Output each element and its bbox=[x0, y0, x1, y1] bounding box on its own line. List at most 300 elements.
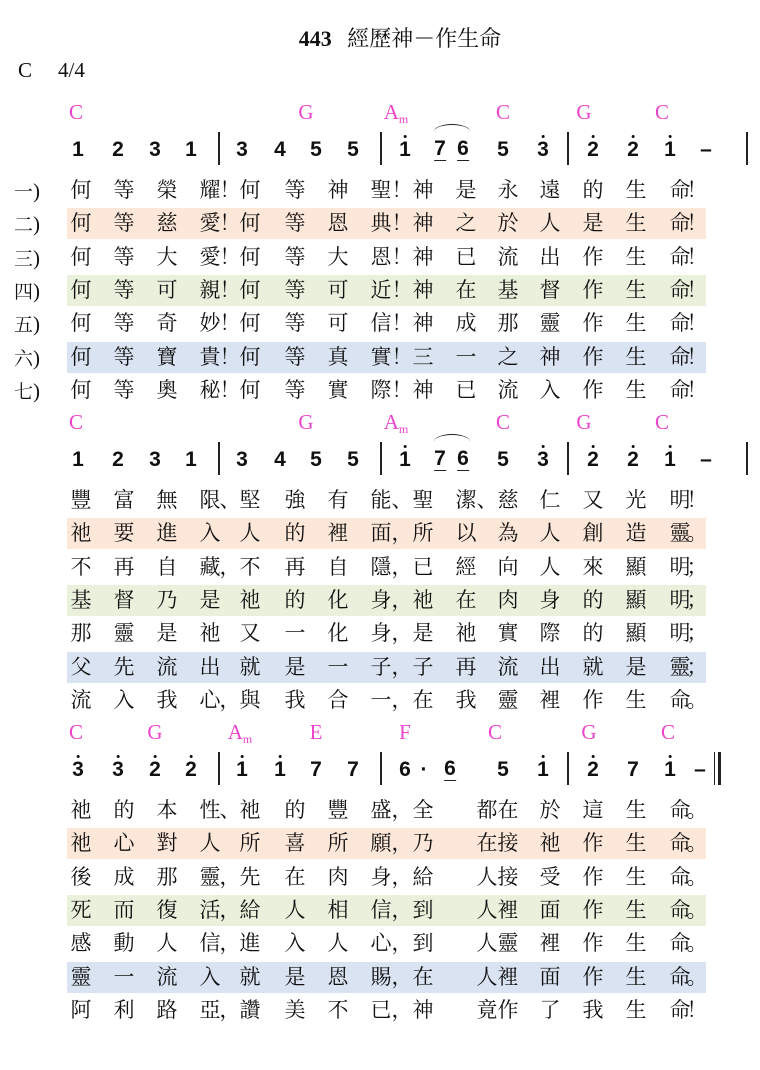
lyric-char: 在 bbox=[455, 587, 477, 612]
lyric-char: 強 bbox=[284, 488, 306, 512]
notation-row bbox=[0, 132, 760, 168]
lyric-char: 生 bbox=[625, 178, 647, 202]
lyric-char: 造 bbox=[625, 521, 647, 546]
lyric-line bbox=[0, 485, 760, 516]
lyric-char: 能 bbox=[370, 488, 392, 512]
lyric-char: 神 bbox=[412, 211, 434, 236]
lyric-char: ！ bbox=[219, 311, 241, 336]
lyric-char: 無 bbox=[156, 488, 178, 512]
lyric-char: 我 bbox=[284, 687, 306, 712]
lyric-char: 全 bbox=[412, 798, 434, 822]
lyric-char: 身 bbox=[539, 587, 561, 612]
lyric-char: 的 bbox=[582, 178, 604, 202]
lyric-char: ， bbox=[391, 798, 413, 822]
lyric-char: ！ bbox=[391, 244, 413, 269]
lyric-char: ， bbox=[219, 554, 241, 579]
lyric-char: 作 bbox=[582, 377, 604, 402]
lyric-char: 再 bbox=[113, 554, 135, 579]
lyric-char: ！ bbox=[686, 344, 708, 369]
lyric-char: 等 bbox=[113, 211, 135, 236]
lyric-char: 的 bbox=[582, 621, 604, 646]
lyric-char: 的 bbox=[582, 587, 604, 612]
lyric-char: 基 bbox=[70, 587, 92, 612]
lyric-char: 祂 bbox=[412, 587, 434, 612]
lyric-char: 聖 bbox=[370, 178, 392, 202]
lyric-char: 生 bbox=[625, 311, 647, 336]
lyric-char: 流 bbox=[156, 654, 178, 679]
lyric-char: 神 bbox=[412, 244, 434, 269]
lyric-line bbox=[0, 552, 760, 583]
lyric-char: 等 bbox=[284, 211, 306, 236]
lyric-char: 可 bbox=[327, 277, 349, 302]
lyric-line bbox=[0, 995, 760, 1026]
lyric-char: 又 bbox=[239, 621, 261, 646]
chord-symbol: C bbox=[495, 410, 511, 434]
lyric-char: 大 bbox=[327, 244, 349, 269]
lyric-char: 動 bbox=[113, 931, 135, 956]
lyric-char: 生 bbox=[625, 277, 647, 302]
lyric-char: 作 bbox=[497, 997, 519, 1022]
note: 6 bbox=[457, 447, 469, 470]
lyric-char: 為 bbox=[497, 521, 519, 546]
lyric-char: 經 bbox=[455, 554, 477, 579]
lyric-char: 命 bbox=[669, 178, 691, 202]
lyric-char: 等 bbox=[284, 311, 306, 336]
lyric-char: 命 bbox=[669, 311, 691, 336]
note: 3 bbox=[236, 138, 248, 161]
note: 2 bbox=[587, 758, 599, 781]
lyric-char: ， bbox=[219, 687, 241, 712]
lyric-char: 是 bbox=[284, 654, 306, 679]
lyric-char: 身 bbox=[370, 587, 392, 612]
note: 5 bbox=[497, 758, 509, 781]
lyric-char: 何 bbox=[239, 277, 261, 302]
lyric-char: 命 bbox=[669, 997, 691, 1022]
lyric-char: 在 bbox=[497, 798, 519, 822]
lyric-char: 。 bbox=[686, 964, 708, 989]
lyric-char: 就 bbox=[582, 654, 604, 679]
hymn-number: 443 bbox=[298, 26, 332, 51]
lyric-char: 我 bbox=[455, 687, 477, 712]
lyric-char: 作 bbox=[582, 831, 604, 856]
lyric-char: 愛 bbox=[199, 244, 221, 269]
lyric-char: 祂 bbox=[455, 621, 477, 646]
lyric-line bbox=[0, 585, 760, 616]
lyric-char: 作 bbox=[582, 344, 604, 369]
lyric-char: 靈 bbox=[669, 521, 691, 546]
lyric-char: 肉 bbox=[327, 864, 349, 889]
lyric-char: 作 bbox=[582, 964, 604, 989]
note: 5 bbox=[310, 448, 322, 471]
lyric-char: 不 bbox=[327, 997, 349, 1022]
lyric-char: 堅 bbox=[239, 488, 261, 512]
lyric-char: 祂 bbox=[239, 587, 261, 612]
lyric-char: 化 bbox=[327, 621, 349, 646]
lyric-char: 喜 bbox=[284, 831, 306, 856]
lyric-char: 人 bbox=[239, 521, 261, 546]
lyric-char: 活 bbox=[199, 897, 221, 922]
lyric-char: ， bbox=[391, 964, 413, 989]
chord-symbol: C bbox=[68, 410, 84, 434]
bar-line bbox=[567, 132, 569, 165]
note: 5 bbox=[347, 138, 359, 161]
lyric-char: 奧 bbox=[156, 377, 178, 402]
lyric-char: 督 bbox=[113, 587, 135, 612]
lyric-char: ， bbox=[391, 997, 413, 1022]
lyric-char: 、 bbox=[391, 488, 413, 512]
lyric-char: 生 bbox=[625, 931, 647, 956]
lyric-char: ！ bbox=[391, 311, 413, 336]
lyric-char: 何 bbox=[239, 244, 261, 269]
note: 7 bbox=[310, 758, 322, 781]
bar-line bbox=[567, 752, 569, 785]
note: 6 bbox=[444, 757, 456, 780]
lyric-char: 命 bbox=[669, 244, 691, 269]
lyric-char: 流 bbox=[497, 244, 519, 269]
lyric-char: ！ bbox=[219, 178, 241, 202]
lyric-line bbox=[0, 275, 760, 306]
lyric-char: 自 bbox=[156, 554, 178, 579]
lyric-char: ！ bbox=[686, 178, 708, 202]
lyric-line bbox=[0, 862, 760, 893]
lyric-char: 所 bbox=[412, 521, 434, 546]
lyric-char: 裡 bbox=[327, 521, 349, 546]
lyric-line bbox=[0, 242, 760, 273]
lyric-char: 恩 bbox=[327, 964, 349, 989]
lyric-char: 生 bbox=[625, 798, 647, 822]
lyric-char: 命 bbox=[669, 377, 691, 402]
lyric-char: 後 bbox=[70, 864, 92, 889]
lyric-char: 身 bbox=[370, 864, 392, 889]
lyric-char: 這 bbox=[582, 798, 604, 822]
note: 1 bbox=[185, 448, 197, 471]
lyric-char: ， bbox=[391, 831, 413, 856]
lyric-char: ， bbox=[219, 931, 241, 956]
lyric-char: 給 bbox=[239, 897, 261, 922]
lyric-char: 心 bbox=[199, 687, 221, 712]
lyric-char: 祂 bbox=[70, 798, 92, 822]
lyric-char: 等 bbox=[113, 178, 135, 202]
lyric-char: 祂 bbox=[239, 798, 261, 822]
bar-line bbox=[746, 132, 748, 165]
slur bbox=[434, 124, 470, 139]
note: – bbox=[700, 138, 712, 161]
lyric-char: 命 bbox=[669, 897, 691, 922]
lyric-line bbox=[0, 895, 760, 926]
lyric-char: 祂 bbox=[199, 621, 221, 646]
lyric-char: 有 bbox=[327, 488, 349, 512]
lyric-char: 給 bbox=[412, 864, 434, 889]
lyric-char: 際 bbox=[370, 377, 392, 402]
lyric-char: 流 bbox=[497, 654, 519, 679]
lyric-char: 遠 bbox=[539, 178, 561, 202]
lyric-char: ！ bbox=[219, 377, 241, 402]
bar-line bbox=[380, 132, 382, 165]
lyric-char: 入 bbox=[199, 521, 221, 546]
lyric-char: 生 bbox=[625, 687, 647, 712]
lyric-char: 流 bbox=[156, 964, 178, 989]
bar-line bbox=[218, 132, 220, 165]
lyric-char: ， bbox=[219, 864, 241, 889]
lyric-char: 作 bbox=[582, 864, 604, 889]
note: 2 bbox=[112, 138, 124, 161]
lyric-char: 死 bbox=[70, 897, 92, 922]
lyric-char: 等 bbox=[284, 178, 306, 202]
lyric-char: 人 bbox=[476, 964, 498, 989]
lyric-char: 對 bbox=[156, 831, 178, 856]
lyric-char: ！ bbox=[391, 344, 413, 369]
lyric-char: 明 bbox=[669, 587, 691, 612]
lyric-char: 愛 bbox=[199, 211, 221, 236]
lyric-char: 等 bbox=[113, 244, 135, 269]
lyric-char: 美 bbox=[284, 997, 306, 1022]
lyric-char: ！ bbox=[219, 344, 241, 369]
lyric-char: 仁 bbox=[539, 488, 561, 512]
lyric-char: 已 bbox=[370, 997, 392, 1022]
note: 2 bbox=[627, 138, 639, 161]
lyric-char: 命 bbox=[669, 831, 691, 856]
lyric-char: 面 bbox=[539, 964, 561, 989]
lyric-char: 命 bbox=[669, 964, 691, 989]
lyric-char: 是 bbox=[156, 621, 178, 646]
chord-symbol: G bbox=[147, 720, 163, 744]
lyric-char: 等 bbox=[113, 311, 135, 336]
lyric-line bbox=[0, 618, 760, 649]
bar-line bbox=[567, 442, 569, 475]
lyric-char: 等 bbox=[284, 244, 306, 269]
lyric-char: ！ bbox=[219, 211, 241, 236]
lyric-char: 。 bbox=[686, 831, 708, 856]
chord-symbol: C bbox=[68, 100, 84, 124]
lyric-char: 一 bbox=[327, 654, 349, 679]
lyric-char: 。 bbox=[686, 687, 708, 712]
lyric-char: 接 bbox=[497, 831, 519, 856]
lyric-char: 豐 bbox=[70, 488, 92, 512]
lyric-char: 何 bbox=[239, 377, 261, 402]
lyric-char: 在 bbox=[476, 831, 498, 856]
lyric-char: ； bbox=[686, 654, 708, 679]
note: – bbox=[700, 448, 712, 471]
bar-line bbox=[218, 442, 220, 475]
lyric-char: 大 bbox=[156, 244, 178, 269]
lyric-char: 了 bbox=[539, 997, 561, 1022]
note: 1 bbox=[274, 758, 286, 781]
lyric-char: 人 bbox=[539, 554, 561, 579]
chord-symbol: C bbox=[654, 410, 670, 434]
note: 5 bbox=[310, 138, 322, 161]
lyric-char: 化 bbox=[327, 587, 349, 612]
lyric-char: 奇 bbox=[156, 311, 178, 336]
lyric-char: 恩 bbox=[327, 211, 349, 236]
note: 1 bbox=[236, 758, 248, 781]
lyric-char: 是 bbox=[199, 587, 221, 612]
lyric-char: 一 bbox=[113, 964, 135, 989]
lyric-char: 靈 bbox=[539, 311, 561, 336]
chord-row bbox=[0, 410, 760, 436]
note: 2 bbox=[112, 448, 124, 471]
lyric-char: 等 bbox=[284, 344, 306, 369]
lyric-char: 基 bbox=[497, 277, 519, 302]
note: 5 bbox=[497, 448, 509, 471]
chord-symbol: C bbox=[68, 720, 84, 744]
lyric-char: ， bbox=[391, 621, 413, 646]
lyric-char: 就 bbox=[239, 964, 261, 989]
lyric-char: ， bbox=[391, 864, 413, 889]
lyric-char: 聖 bbox=[412, 488, 434, 512]
lyric-char: 面 bbox=[370, 521, 392, 546]
note: 2 bbox=[185, 758, 197, 781]
lyric-char: 顯 bbox=[625, 554, 647, 579]
lyric-line bbox=[0, 375, 760, 406]
note: – bbox=[694, 758, 706, 781]
lyric-char: 復 bbox=[156, 897, 178, 922]
lyric-char: 已 bbox=[455, 377, 477, 402]
lyric-char: 祂 bbox=[70, 831, 92, 856]
lyric-char: 永 bbox=[497, 178, 519, 202]
lyric-char: 進 bbox=[239, 931, 261, 956]
lyric-char: 作 bbox=[582, 244, 604, 269]
lyric-char: 到 bbox=[412, 897, 434, 922]
lyric-char: 先 bbox=[113, 654, 135, 679]
lyric-char: 可 bbox=[327, 311, 349, 336]
lyric-char: 又 bbox=[582, 488, 604, 512]
lyric-char: 何 bbox=[70, 211, 92, 236]
lyric-char: 合 bbox=[327, 687, 349, 712]
chord-row bbox=[0, 720, 760, 746]
note: 6 bbox=[457, 137, 469, 160]
lyric-char: 到 bbox=[412, 931, 434, 956]
lyric-char: 作 bbox=[582, 897, 604, 922]
lyric-char: 人 bbox=[539, 211, 561, 236]
lyric-char: 是 bbox=[455, 178, 477, 202]
lyric-char: 人 bbox=[327, 931, 349, 956]
lyric-char: 靈 bbox=[497, 931, 519, 956]
lyric-char: 富 bbox=[113, 488, 135, 512]
note: 7 bbox=[627, 758, 639, 781]
lyric-char: 榮 bbox=[156, 178, 178, 202]
chord-symbol: C bbox=[654, 100, 670, 124]
lyric-char: 路 bbox=[156, 997, 178, 1022]
chord-symbol: $A_m$ bbox=[227, 720, 253, 746]
lyric-char: 肉 bbox=[497, 587, 519, 612]
lyric-char: 生 bbox=[625, 864, 647, 889]
note: 3 bbox=[72, 758, 84, 781]
lyric-char: 的 bbox=[113, 798, 135, 822]
note: 3 bbox=[537, 138, 549, 161]
lyric-char: 豐 bbox=[327, 798, 349, 822]
lyric-char: 成 bbox=[113, 864, 135, 889]
lyric-char: 裡 bbox=[539, 687, 561, 712]
lyric-char: 何 bbox=[70, 244, 92, 269]
lyric-char: 在 bbox=[412, 964, 434, 989]
lyric-char: ， bbox=[391, 587, 413, 612]
lyric-char: 信 bbox=[370, 311, 392, 336]
lyric-char: 靈 bbox=[669, 654, 691, 679]
lyric-char: 向 bbox=[497, 554, 519, 579]
lyric-char: 靈 bbox=[497, 687, 519, 712]
lyric-char: ， bbox=[219, 897, 241, 922]
note: 1 bbox=[664, 138, 676, 161]
lyric-char: ！ bbox=[391, 178, 413, 202]
lyric-char: 何 bbox=[239, 311, 261, 336]
lyric-char: 信 bbox=[199, 931, 221, 956]
bar-line bbox=[380, 442, 382, 475]
note: 1 bbox=[72, 138, 84, 161]
lyric-char: 生 bbox=[625, 997, 647, 1022]
chord-symbol: $A_m$ bbox=[383, 410, 409, 436]
lyric-char: 於 bbox=[497, 211, 519, 236]
lyric-char: 讚 bbox=[239, 997, 261, 1022]
lyric-char: 子 bbox=[370, 654, 392, 679]
lyric-line bbox=[0, 208, 760, 239]
lyric-char: 三 bbox=[412, 344, 434, 369]
lyric-line bbox=[0, 685, 760, 716]
lyric-char: 神 bbox=[327, 178, 349, 202]
lyric-char: 人 bbox=[476, 897, 498, 922]
lyric-char: ， bbox=[391, 521, 413, 546]
slur bbox=[434, 434, 470, 449]
lyric-char: ！ bbox=[391, 277, 413, 302]
lyric-char: 靈 bbox=[199, 864, 221, 889]
lyric-char: 藏 bbox=[199, 554, 221, 579]
key: C bbox=[18, 58, 33, 82]
note: 2 bbox=[587, 448, 599, 471]
note: 7 bbox=[347, 758, 359, 781]
lyric-char: 實 bbox=[497, 621, 519, 646]
lyric-char: 作 bbox=[582, 311, 604, 336]
chord-symbol: C bbox=[660, 720, 676, 744]
lyric-char: 入 bbox=[113, 687, 135, 712]
lyric-char: 生 bbox=[625, 211, 647, 236]
lyric-char: 何 bbox=[239, 344, 261, 369]
notation-row bbox=[0, 752, 760, 788]
note: 3 bbox=[236, 448, 248, 471]
lyric-char: 典 bbox=[370, 211, 392, 236]
lyric-char: 裡 bbox=[497, 964, 519, 989]
note: 2 bbox=[149, 758, 161, 781]
bar-line bbox=[380, 752, 382, 785]
lyric-char: 隱 bbox=[370, 554, 392, 579]
lyric-char: 靈 bbox=[113, 621, 135, 646]
note: 4 bbox=[274, 448, 286, 471]
lyric-char: 等 bbox=[113, 344, 135, 369]
lyric-char: 受 bbox=[539, 864, 561, 889]
lyric-char: 命 bbox=[669, 211, 691, 236]
lyric-char: 來 bbox=[582, 554, 604, 579]
lyric-char: 何 bbox=[70, 377, 92, 402]
lyric-char: 出 bbox=[539, 244, 561, 269]
lyric-char: 命 bbox=[669, 687, 691, 712]
lyric-char: 心 bbox=[370, 931, 392, 956]
lyric-char: ！ bbox=[219, 277, 241, 302]
lyric-char: 命 bbox=[669, 344, 691, 369]
lyric-char: 是 bbox=[412, 621, 434, 646]
lyric-char: 。 bbox=[686, 798, 708, 822]
lyric-char: 父 bbox=[70, 654, 92, 679]
lyric-char: 生 bbox=[625, 964, 647, 989]
note: 7 bbox=[434, 137, 446, 160]
lyric-char: 耀 bbox=[199, 178, 221, 202]
lyric-char: 賜 bbox=[370, 964, 392, 989]
lyric-char: 的 bbox=[284, 798, 306, 822]
lyric-char: 自 bbox=[327, 554, 349, 579]
lyric-char: 於 bbox=[539, 798, 561, 822]
lyric-char: 之 bbox=[497, 344, 519, 369]
lyric-char: 一 bbox=[455, 344, 477, 369]
lyric-line bbox=[0, 962, 760, 993]
bar-line bbox=[746, 442, 748, 475]
lyric-char: 神 bbox=[412, 277, 434, 302]
